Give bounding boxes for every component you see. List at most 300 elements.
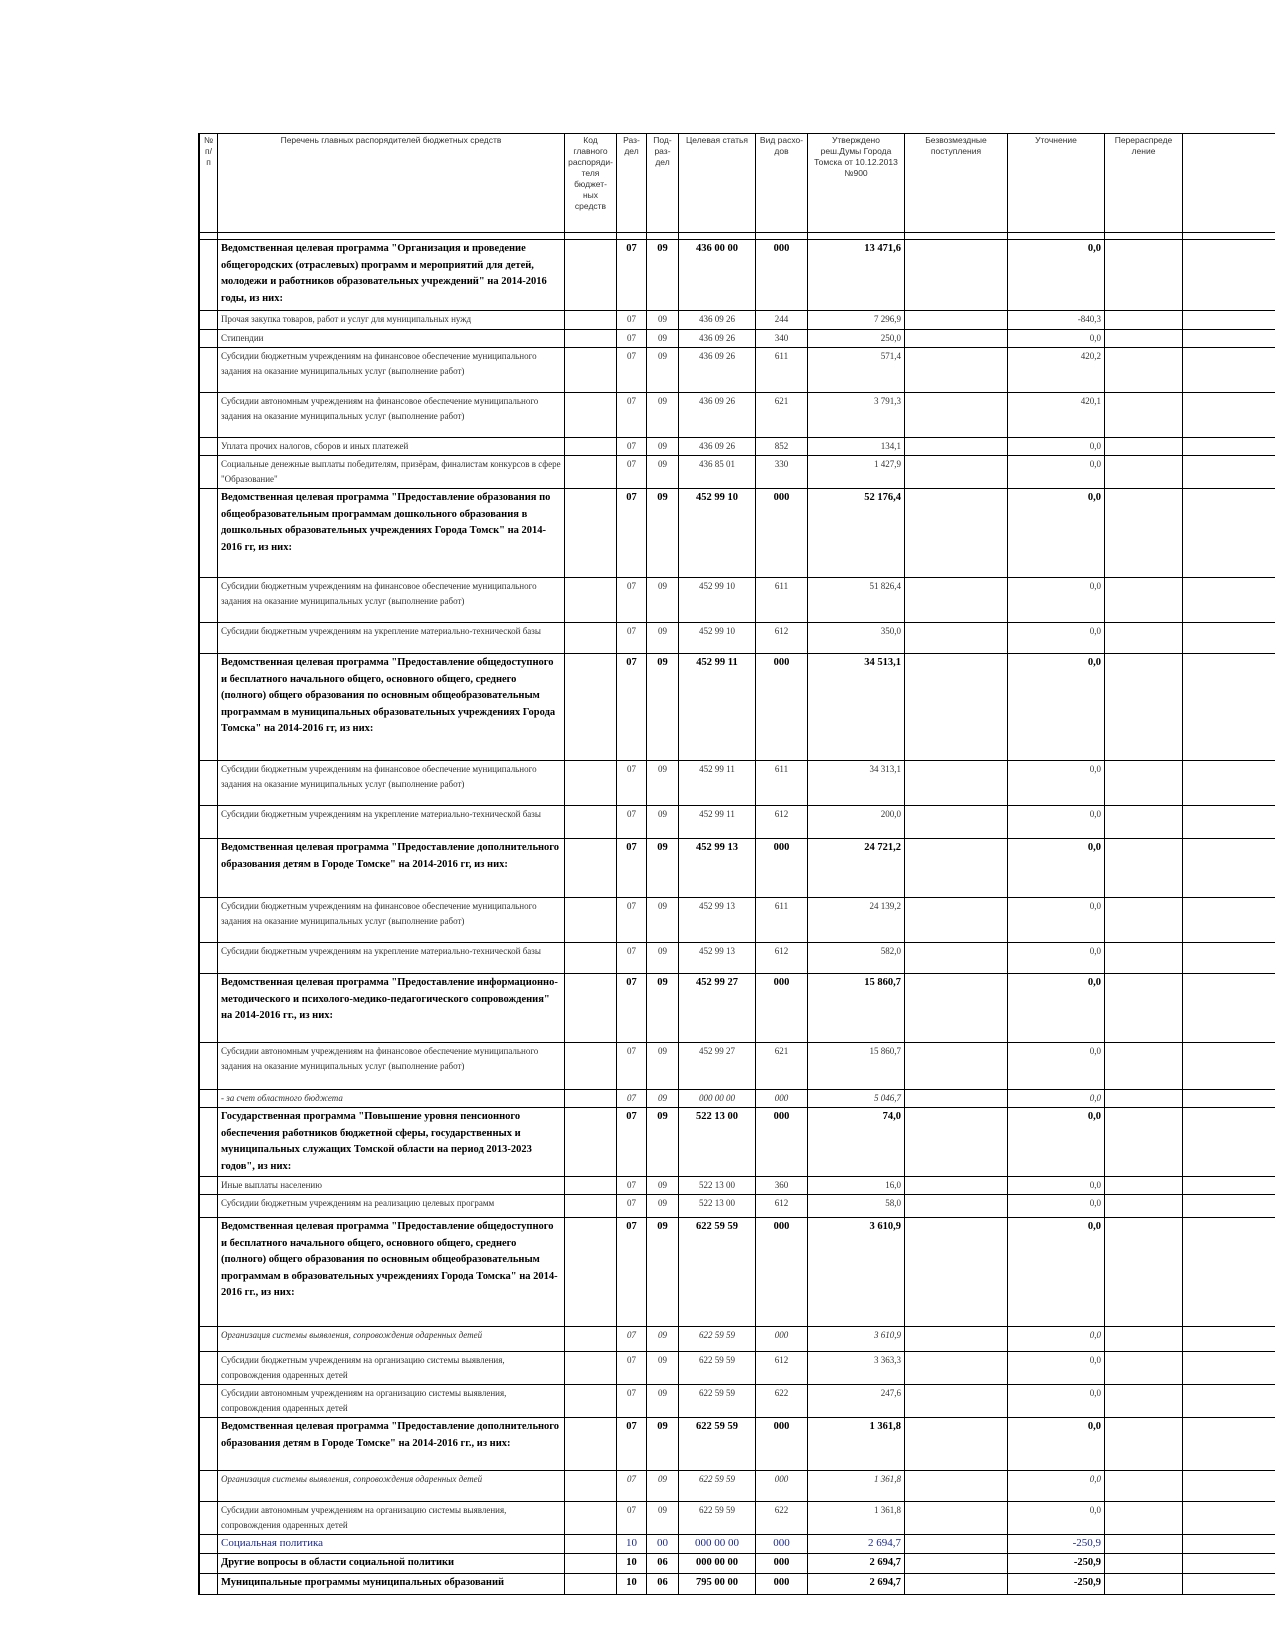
cell-u: -840,3 [1008,311,1105,330]
table-row [200,654,1275,761]
cell-code [565,1327,617,1352]
cell-name: - за счет областного бюджета [218,1090,565,1108]
cell-p: 09 [647,1177,679,1195]
cell-e [1183,578,1275,623]
cell-v: 852 [756,438,808,456]
cell-f [905,761,1008,806]
cell-p: 09 [647,806,679,839]
cell-u: 0,0 [1008,1352,1105,1385]
cell-cs: 436 09 26 [679,330,756,348]
cell-v: 000 [756,974,808,1043]
cell-f [905,943,1008,974]
cell-a: 247,6 [808,1385,905,1418]
cell-u: 0,0 [1008,839,1105,898]
cell-cs: 436 09 26 [679,438,756,456]
cell-name: Социальные денежные выплаты победителям, призёрам, финалистам конкурсов в сфере "Образование" [218,456,565,489]
cell-name: Уплата прочих налогов, сборов и иных платежей [218,438,565,456]
cell-r: 10 [617,1554,647,1574]
cell-p: 06 [647,1554,679,1574]
cell-u: 0,0 [1008,330,1105,348]
cell-f [905,438,1008,456]
cell-e [1183,839,1275,898]
cell-d [1105,1535,1183,1554]
cell-e [1183,1327,1275,1352]
cell-d [1105,1218,1183,1327]
cell-e [1183,974,1275,1043]
cell-v: 622 [756,1502,808,1535]
cell-num [200,1502,218,1535]
cell-a: 1 427,9 [808,456,905,489]
cell-p: 09 [647,311,679,330]
cell-cs: 436 09 26 [679,348,756,393]
cell-cs: 622 59 59 [679,1385,756,1418]
table-row [200,578,1275,623]
header-approved: Утверждено реш.Думы Города Томска от 10.12.2013 №900 [808,134,905,233]
cell-num [200,1554,218,1574]
cell-name: Другие вопросы в области социальной политики [218,1554,565,1574]
cell-f [905,839,1008,898]
table-row [200,1218,1275,1327]
cell-a: 5 046,7 [808,1090,905,1108]
cell-f [905,1218,1008,1327]
cell-num [200,623,218,654]
cell-v: 000 [756,654,808,761]
cell-num [200,240,218,311]
table-row [200,1471,1275,1502]
cell-e [1183,1177,1275,1195]
cell-cs: 452 99 27 [679,974,756,1043]
table-row [200,1043,1275,1090]
cell-f [905,1043,1008,1090]
cell-name: Субсидии автономным учреждениям на организацию системы выявления, сопровождения одаренных детей [218,1385,565,1418]
cell-a: 1 361,8 [808,1418,905,1471]
cell-code [565,489,617,578]
cell-cs: 622 59 59 [679,1352,756,1385]
cell-a: 24 139,2 [808,898,905,943]
cell-v: 612 [756,943,808,974]
cell-u: 0,0 [1008,456,1105,489]
cell-code [565,456,617,489]
cell-r: 07 [617,974,647,1043]
cell-f [905,1352,1008,1385]
cell-code [565,240,617,311]
cell-e [1183,761,1275,806]
cell-num [200,456,218,489]
cell-a: 1 361,8 [808,1471,905,1502]
cell-name: Субсидии бюджетным учреждениям на укрепление материально-технической базы [218,806,565,839]
cell-name: Ведомственная целевая программа "Предоставление информационно-методического и психолого-медико-педагогического сопровождения" на 2014-2016 гг., из них: [218,974,565,1043]
cell-f [905,1385,1008,1418]
cell-a: 74,0 [808,1108,905,1177]
cell-d [1105,1471,1183,1502]
cell-code [565,1218,617,1327]
table-row [200,1554,1275,1574]
cell-f [905,1108,1008,1177]
cell-u: 0,0 [1008,943,1105,974]
cell-p: 09 [647,330,679,348]
cell-num [200,1195,218,1218]
cell-num [200,761,218,806]
cell-u: 0,0 [1008,1108,1105,1177]
cell-name: Ведомственная целевая программа "Предоставление дополнительного образования детям в Городе Томске" на 2014-2016 гг, из них: [218,839,565,898]
cell-cs: 452 99 10 [679,489,756,578]
cell-a: 2 694,7 [808,1573,905,1594]
cell-v: 000 [756,489,808,578]
cell-r: 07 [617,898,647,943]
cell-a: 52 176,4 [808,489,905,578]
cell-a: 15 860,7 [808,1043,905,1090]
header-name: Перечень главных распорядителей бюджетных средств [218,134,565,233]
cell-name: Социальная политика [218,1535,565,1554]
cell-r: 07 [617,1502,647,1535]
cell-a: 3 363,3 [808,1352,905,1385]
cell-name: Субсидии бюджетным учреждениям на укрепление материально-технической базы [218,943,565,974]
cell-name: Субсидии бюджетным учреждениям на реализацию целевых программ [218,1195,565,1218]
cell-r: 10 [617,1573,647,1594]
cell-e [1183,1195,1275,1218]
table-body [200,240,1275,1595]
table-row [200,1177,1275,1195]
cell-p: 09 [647,1502,679,1535]
cell-p: 09 [647,456,679,489]
cell-u: 0,0 [1008,1043,1105,1090]
cell-r: 07 [617,311,647,330]
cell-v: 612 [756,1195,808,1218]
cell-r: 07 [617,330,647,348]
cell-code [565,806,617,839]
header-extra [1183,134,1275,233]
cell-f [905,578,1008,623]
cell-num [200,974,218,1043]
cell-v: 340 [756,330,808,348]
cell-a: 3 610,9 [808,1218,905,1327]
cell-cs: 452 99 13 [679,898,756,943]
cell-u: 420,2 [1008,348,1105,393]
cell-u: 420,1 [1008,393,1105,438]
cell-a: 7 296,9 [808,311,905,330]
cell-f [905,311,1008,330]
cell-code [565,974,617,1043]
cell-v: 000 [756,1218,808,1327]
table-row [200,240,1275,311]
cell-p: 09 [647,1218,679,1327]
cell-name: Субсидии бюджетным учреждениям на финансовое обеспечение муниципального задания на оказание муниципальных услуг (выполнение работ) [218,898,565,943]
cell-u: 0,0 [1008,898,1105,943]
cell-u: 0,0 [1008,1327,1105,1352]
cell-cs: 622 59 59 [679,1327,756,1352]
cell-r: 07 [617,1043,647,1090]
table-row [200,489,1275,578]
cell-f [905,806,1008,839]
cell-cs: 622 59 59 [679,1218,756,1327]
cell-name: Субсидии бюджетным учреждениям на финансовое обеспечение муниципального задания на оказание муниципальных услуг (выполнение работ) [218,578,565,623]
header-num: № п/п [200,134,218,233]
table-row [200,1352,1275,1385]
cell-v: 000 [756,1418,808,1471]
cell-code [565,578,617,623]
table-row [200,330,1275,348]
cell-num [200,839,218,898]
cell-r: 07 [617,1090,647,1108]
cell-cs: 622 59 59 [679,1418,756,1471]
cell-d [1105,1177,1183,1195]
cell-num [200,943,218,974]
cell-d [1105,348,1183,393]
cell-cs: 522 13 00 [679,1177,756,1195]
cell-code [565,1573,617,1594]
cell-name: Субсидии автономным учреждениям на организацию системы выявления, сопровождения одаренных детей [218,1502,565,1535]
cell-p: 09 [647,1043,679,1090]
cell-d [1105,898,1183,943]
cell-a: 34 513,1 [808,654,905,761]
cell-r: 07 [617,1385,647,1418]
cell-num [200,806,218,839]
cell-u: 0,0 [1008,974,1105,1043]
cell-p: 09 [647,1327,679,1352]
cell-d [1105,1043,1183,1090]
cell-e [1183,623,1275,654]
cell-name: Муниципальные программы муниципальных образований [218,1573,565,1594]
cell-name: Субсидии бюджетным учреждениям на укрепление материально-технической базы [218,623,565,654]
cell-r: 07 [617,1471,647,1502]
cell-d [1105,943,1183,974]
cell-u: 0,0 [1008,1090,1105,1108]
cell-d [1105,1554,1183,1574]
cell-r: 07 [617,654,647,761]
table-row [200,1108,1275,1177]
cell-p: 09 [647,1385,679,1418]
cell-f [905,1471,1008,1502]
cell-v: 000 [756,1573,808,1594]
cell-num [200,1218,218,1327]
cell-f [905,1327,1008,1352]
cell-num [200,348,218,393]
cell-f [905,330,1008,348]
cell-d [1105,1385,1183,1418]
cell-code [565,348,617,393]
cell-v: 000 [756,839,808,898]
cell-v: 000 [756,1471,808,1502]
cell-p: 09 [647,578,679,623]
table-row [200,311,1275,330]
cell-code [565,761,617,806]
cell-code [565,393,617,438]
cell-v: 621 [756,1043,808,1090]
cell-e [1183,330,1275,348]
cell-e [1183,1535,1275,1554]
cell-d [1105,311,1183,330]
cell-p: 09 [647,393,679,438]
cell-num [200,1385,218,1418]
cell-cs: 522 13 00 [679,1108,756,1177]
cell-code [565,839,617,898]
cell-e [1183,1108,1275,1177]
cell-name: Ведомственная целевая программа "Предоставление образования по общеобразовательным программам дошкольного образования в дошкольных образовательных учреждениях Города Томск" на 2014-2016 гг, из них: [218,489,565,578]
cell-v: 612 [756,1352,808,1385]
cell-e [1183,393,1275,438]
cell-a: 3 791,3 [808,393,905,438]
cell-f [905,654,1008,761]
cell-code [565,1502,617,1535]
cell-e [1183,1090,1275,1108]
cell-f [905,623,1008,654]
cell-cs: 452 99 27 [679,1043,756,1090]
cell-p: 06 [647,1573,679,1594]
cell-num [200,438,218,456]
cell-r: 07 [617,1327,647,1352]
cell-cs: 452 99 11 [679,806,756,839]
cell-name: Ведомственная целевая программа "Предоставление общедоступного и бесплатного начального общего, основного общего, среднего (полного) общего образования по основным общеобразовательным программам в муниципальных образовательных учреждениях Города Томска" на 2014-2016 гг, из них: [218,654,565,761]
cell-f [905,489,1008,578]
cell-v: 612 [756,623,808,654]
cell-d [1105,1573,1183,1594]
table-row [200,393,1275,438]
cell-u: 0,0 [1008,1385,1105,1418]
cell-num [200,654,218,761]
cell-r: 07 [617,839,647,898]
cell-num [200,1108,218,1177]
cell-cs: 452 99 11 [679,654,756,761]
cell-num [200,1418,218,1471]
cell-a: 2 694,7 [808,1554,905,1574]
cell-d [1105,330,1183,348]
cell-cs: 000 00 00 [679,1535,756,1554]
cell-a: 2 694,7 [808,1535,905,1554]
cell-code [565,654,617,761]
cell-name: Субсидии автономным учреждениям на финансовое обеспечение муниципального задания на оказание муниципальных услуг (выполнение работ) [218,393,565,438]
cell-num [200,330,218,348]
cell-p: 09 [647,438,679,456]
cell-v: 000 [756,240,808,311]
table-row [200,623,1275,654]
cell-f [905,898,1008,943]
cell-d [1105,1418,1183,1471]
cell-v: 000 [756,1554,808,1574]
cell-d [1105,393,1183,438]
cell-num [200,393,218,438]
cell-r: 07 [617,1195,647,1218]
table-row [200,1385,1275,1418]
table-row [200,1195,1275,1218]
cell-e [1183,348,1275,393]
cell-num [200,1471,218,1502]
cell-f [905,1195,1008,1218]
cell-v: 000 [756,1327,808,1352]
header-free: Безвозмездные поступления [905,134,1008,233]
cell-d [1105,578,1183,623]
cell-code [565,1535,617,1554]
cell-a: 24 721,2 [808,839,905,898]
cell-d [1105,1108,1183,1177]
cell-f [905,1573,1008,1594]
cell-u: 0,0 [1008,806,1105,839]
cell-e [1183,489,1275,578]
cell-u: 0,0 [1008,489,1105,578]
cell-a: 15 860,7 [808,974,905,1043]
cell-code [565,1471,617,1502]
header-clar: Уточнение [1008,134,1105,233]
cell-v: 611 [756,761,808,806]
cell-p: 09 [647,1418,679,1471]
cell-p: 09 [647,489,679,578]
cell-name: Субсидии бюджетным учреждениям на финансовое обеспечение муниципального задания на оказание муниципальных услуг (выполнение работ) [218,348,565,393]
table-row [200,1418,1275,1471]
cell-u: 0,0 [1008,1177,1105,1195]
cell-r: 07 [617,1218,647,1327]
cell-num [200,1043,218,1090]
cell-r: 07 [617,393,647,438]
cell-p: 09 [647,943,679,974]
cell-code [565,1043,617,1090]
cell-code [565,311,617,330]
cell-p: 09 [647,623,679,654]
cell-d [1105,1195,1183,1218]
cell-code [565,1352,617,1385]
cell-e [1183,1554,1275,1574]
cell-u: 0,0 [1008,1218,1105,1327]
cell-d [1105,1090,1183,1108]
cell-e [1183,456,1275,489]
cell-a: 200,0 [808,806,905,839]
cell-cs: 000 00 00 [679,1554,756,1574]
cell-p: 09 [647,839,679,898]
cell-u: -250,9 [1008,1573,1105,1594]
cell-code [565,898,617,943]
cell-e [1183,1385,1275,1418]
cell-num [200,1535,218,1554]
cell-e [1183,1502,1275,1535]
cell-r: 07 [617,240,647,311]
cell-p: 00 [647,1535,679,1554]
cell-name: Ведомственная целевая программа "Предоставление дополнительного образования детям в Городе Томске" на 2014-2016 гг., из них: [218,1418,565,1471]
cell-name: Иные выплаты населению [218,1177,565,1195]
cell-cs: 452 99 10 [679,578,756,623]
cell-v: 244 [756,311,808,330]
table-row [200,456,1275,489]
cell-u: 0,0 [1008,654,1105,761]
cell-r: 07 [617,1177,647,1195]
cell-d [1105,974,1183,1043]
cell-v: 621 [756,393,808,438]
cell-d [1105,456,1183,489]
cell-e [1183,898,1275,943]
cell-f [905,1502,1008,1535]
cell-r: 10 [617,1535,647,1554]
cell-name: Субсидии бюджетным учреждениям на финансовое обеспечение муниципального задания на оказание муниципальных услуг (выполнение работ) [218,761,565,806]
cell-e [1183,806,1275,839]
header-podrazdel: Под-раз-дел [647,134,679,233]
cell-f [905,456,1008,489]
cell-name: Организация системы выявления, сопровождения одаренных детей [218,1471,565,1502]
cell-r: 07 [617,1108,647,1177]
header-redist: Перераспреде ление [1105,134,1183,233]
cell-e [1183,1418,1275,1471]
table-row [200,1535,1275,1554]
table-row [200,839,1275,898]
cell-u: 0,0 [1008,623,1105,654]
cell-e [1183,1573,1275,1594]
cell-code [565,1418,617,1471]
cell-p: 09 [647,1090,679,1108]
cell-num [200,311,218,330]
cell-num [200,578,218,623]
cell-p: 09 [647,1195,679,1218]
cell-cs: 000 00 00 [679,1090,756,1108]
cell-e [1183,943,1275,974]
cell-name: Ведомственная целевая программа "Предоставление общедоступного и бесплатного начального общего, основного общего, среднего (полного) общего образования по основным общеобразовательным программам в образовательных учреждениях Города Томска" на 2014-2016 гг., из них: [218,1218,565,1327]
cell-d [1105,806,1183,839]
cell-code [565,1195,617,1218]
